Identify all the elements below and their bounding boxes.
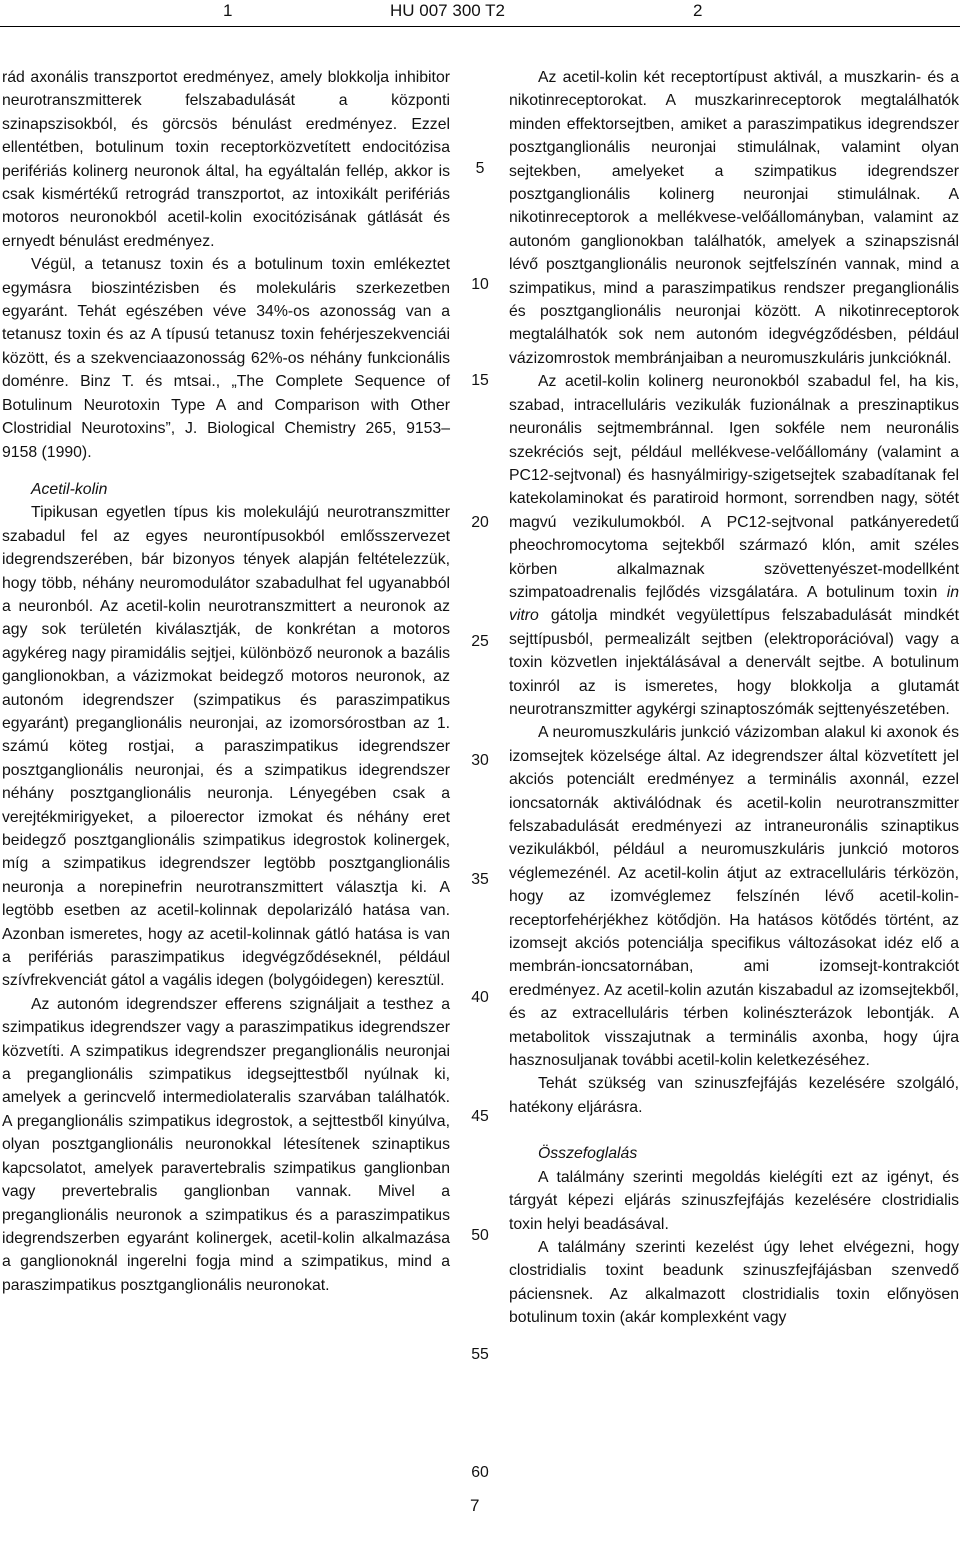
line-number: 25 [471,633,489,650]
right-paragraph-6: A találmány szerinti kezelést úgy lehet elvégezni, hogy clostridialis toxint beadunk szinuszfejfájásban szenvedő páciensnek. Az alkalmazott clostridialis toxin előnyösen botulinum toxin (akár komplexként vagy [509,1238,959,1327]
right-paragraph-3: A neuromuszkuláris junkció vázizomban alakul ki axonok és izomsejtek közelsége által. Az idegrendszer által közvetített jel akciós potenciált eredményez a terminális axonnál, ezzel ioncsatornák aktiválódnak és acetil-kolin neurotranszmitter felszabadulását eredményezi az intraneuronális szinaptikus vezikulákból, például a neuromuszkuláris junkció motoros véglemezénél. Az acetil-kolin átjut az extracelluláris térközön, hogy az izomvéglemez felszínén lévő acetil-kolin-receptorfehérjékhez kötődjön. Ha hatásos kötődés történt, az izomsejt akciós potenciálja specifikus változásokat idéz elő a membrán-ioncsatornában, ami izomsejt-kontrakciót eredményez. Az acetil-kolin azután kiszabadul az izomsejtekből, és az extracelluláris térben kolinészterázok lebontják. A metabolitok visszajutnak a terminális axonba, hogy újra hasznosuljanak további acetil-kolin keletkezéséhez. [509,724,959,1070]
right-column [509,66,959,1330]
right-page-number: 2 [693,1,703,20]
right-paragraph-1: Az acetil-kolin két receptortípust aktivál, a muszkarin- és a nikotinreceptorokat. A muszkarinreceptorok megtalálhatók minden effektorsejtben, amiket a paraszimpatikus idegrendszer posztganglionális neuronjai stimulálnak, valamint olyan sejtekben, amelyeket a szimpatikus idegrendszer posztganglionális kolinerg neuronjai stimulálnak. A nikotinreceptorok a mellékvese-velőállományban, valamint az autonóm ganglionokban találhatók, amelyek a szinapszisnál lévő posztganglionális neuronok sejtfelszínén vannak, mind a szimpatikus, mind a paraszimpatikus rendszer preganglionális és posztganglionális neuronjai között. A nikotinreceptorok megtalálhatók sok nem autonóm idegvégződésben, például vázizomrostok membránjaiban a neuromuszkuláris junkcióknál. [509,69,959,367]
right-paragraph-4: Tehát szükség van szinuszfejfájás kezelésére szolgáló, hatékony eljárásra. [509,1075,959,1116]
left-paragraph-3: Tipikusan egyetlen típus kis molekulájú neurotranszmitter szabadul fel az egyes neurontípusokból emlősszervezet idegrendszerében, bár bizonyos tények alapján feltételezzük, hogy több, néhány neuromodulátor szabadulhat fel ugyanabból a neuronból. Az acetil-kolin neurotranszmittert a neuronok az agy sok területén kiválasztják, de konkrétan a motoros agykéreg nagy piramidális sejtjei, különböző neuronok a bazális ganglionokban, a vázizmokat beidegző motoros neuronok, az autonóm idegrendszer (szimpatikus és paraszimpatikus egyaránt) preganglionális neuronjai, az izomorsórostban az 1. számú köteg rostjai, a paraszimpatikus idegrendszer posztganglionális neuronjai, és a szimpatikus idegrendszer néhány posztganglionális neuronja. Lényegében csak a verejtékmirigyeket, a piloerector izmokat és néhány eret beidegző posztganglionális szimpatikus idegrostok kolinergek, míg a szimpatikus idegrendszer legtöbb posztganglionális neuronja a norepinefrin neurotranszmittert választja ki. A legtöbb esetben az acetil-kolinnak depolarizáló hatása van. Azonban ismeretes, hogy az acetil-kolinnak gátló hatása is van a perifériás paraszimpatikus idegvégződéseknél, például szívfrekvenciát gátol a vagális idegen (bolygóidegen) keresztül. [2,504,450,990]
line-number: 10 [471,276,489,293]
left-page-number: 1 [223,1,233,20]
line-number: 60 [471,1464,489,1481]
line-number: 35 [471,871,489,888]
line-number: 40 [471,989,489,1006]
page-footer-number: 7 [470,1496,480,1515]
line-number: 20 [471,514,489,531]
left-paragraph-2: Végül, a tetanusz toxin és a botulinum toxin emlékeztet egymásra bioszintézisben és molekuláris szerkezetben egyaránt. Tehát egészében véve 34%-os azonosság van a tetanusz toxin és az A típusú tetanusz toxin fehérjeszekvenciái között, és a szekvenciaazonosság 62%-os néhány funkcionális doménre. Binz T. és mtsai., „The Complete Sequence of Botulinum Neurotoxin Type A and Comparison with Other Clostridial Neurotoxins”, J. Biological Chemistry 265, 9153–9158 (1990). [2,256,450,461]
patent-number: HU 007 300 T2 [390,1,505,20]
line-number: 45 [471,1108,489,1125]
right-paragraph-2 [509,370,959,721]
header-rule [0,26,960,27]
right-paragraph-2-part-2: gátolja mindkét vegyülettípus felszabadulását mindkét sejttípusból, permealizált sejtben (elektroporációval) vagy a toxin közvetlen injektálásával a denervált sejtbe. A botulinum toxinról az is ismeretes, hogy blokkolja a glutamát neurotranszmitter agykérgi szinaptoszómák sejttenyészetében. [509,607,959,718]
left-column [2,66,450,1297]
line-number: 55 [471,1346,489,1363]
left-paragraph-4: Az autonóm idegrendszer efferens szignáljait a testhez a szimpatikus idegrendszer vagy a paraszimpatikus idegrendszer közvetíti. A szimpatikus idegrendszer preganglionális neuronjai a preganglionális szimpatikus idegsejttestből nyúlnak ki, amelyek a gerincvelő intermediolateralis szarvában találhatók. A preganglionális szimpatikus idegrostok, a sejttestből kinyúlva, olyan posztganglionális neuronokkal létesítenek szinaptikus kapcsolatot, amelyek paravertebralis szimpatikus ganglionban vagy prevertebralis ganglionban vannak. Mivel a preganglionális neuronok a szimpatikus és a paraszimpatikus idegrendszerben egyaránt kolinergek, acetil-kolin alkalmazása a ganglionoknál ingerelni fogja mind a szimpatikus, mind a paraszimpatikus posztganglionális neuronokat. [2,995,450,1294]
left-paragraph-1: rád axonális transzportot eredményez, amely blokkolja inhibitor neurotranszmitterek felszabadulását a központi szinapszisokból, és görcsös bénulást eredményez. Ezzel ellentétben, botulinum toxin receptorközvetített endocitózisa perifériás kolinerg neuronok által, ha egyáltalán fellép, akkor is csak kismértékű retrográd transzportot, az intoxikált perifériás motoros neuronokból acetil-kolin exocitózisának gátlását és ernyedt bénulást eredményez. [2,69,450,250]
page-header [0,0,960,26]
right-paragraph-2-part-1: Az acetil-kolin kolinerg neuronokból szabadul fel, ha kis, szabad, intracelluláris vezikulák fuzionálnak a preszinaptikus neuronális sejtmembránnal. Igen sokféle nem neuronális szekréciós sejt, például mellékvese-velőállomány (valamint a PC12-sejtvonal) és hasnyálmirigy-szigetsejtek szabadítanak fel katekolaminokat és paratiroid hormont, sorrendben nagy, sötét magvú vezikulumokból. A PC12-sejtvonal patkányeredetű pheochromocytoma sejtekből származó klón, amit széles körben alkalmaznak szövettenyészet-modellként szimpatoadrenalis fejlődés vizsgálatára. A botulinum toxin [509,373,959,601]
line-number: 5 [475,160,485,177]
in-vitro-term: in vitro [509,583,959,625]
line-number: 30 [471,752,489,769]
section-heading-acetilkolin: Acetil-kolin [31,480,108,498]
section-heading-osszefoglalas: Összefoglalás [538,1145,638,1163]
line-number: 50 [471,1227,489,1244]
line-number: 15 [471,372,489,389]
right-paragraph-5: A találmány szerinti megoldás kielégíti ezt az igényt, és tárgyát képezi eljárás szinuszfejfájás kezelésére clostridialis toxin helyi beadásával. [509,1168,959,1233]
